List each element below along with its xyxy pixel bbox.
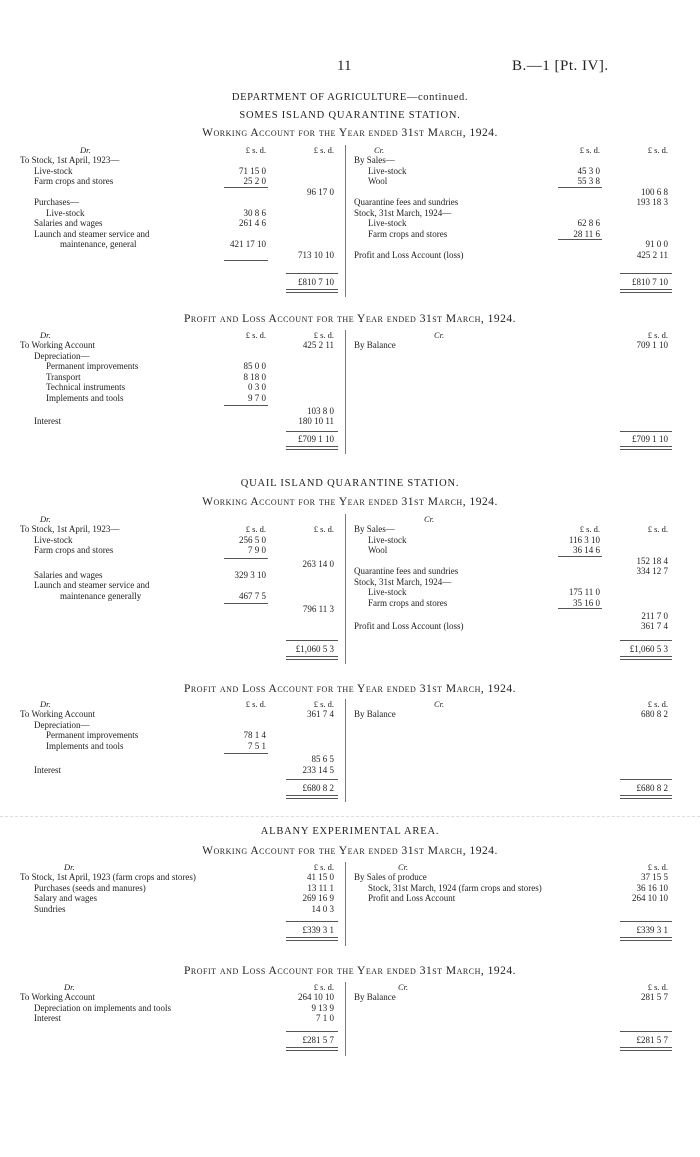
amount: 116 3 10 xyxy=(568,534,600,545)
entry-row xyxy=(354,208,680,219)
amount: 421 17 10 xyxy=(230,239,266,249)
double-rule xyxy=(286,446,338,450)
entry-row xyxy=(20,601,342,614)
amount: 713 10 10 xyxy=(298,249,334,260)
debit-total: £810 7 10 xyxy=(298,277,334,287)
col-header: £ s. d. xyxy=(245,330,266,340)
credit-total: £709 1 10 xyxy=(632,434,668,444)
amount: 8 18 0 xyxy=(243,371,266,382)
entry-row xyxy=(354,883,680,894)
somes-pl-title: Profit and Loss Account for the Year ended 31st March, 1924. xyxy=(184,313,516,325)
entry-row xyxy=(20,709,342,720)
debit-total: £281 5 7 xyxy=(302,1035,334,1045)
amount: 193 18 3 xyxy=(636,197,668,207)
entry-row xyxy=(20,1013,342,1024)
amount: 0 3 0 xyxy=(248,382,266,392)
account-divider xyxy=(345,145,346,297)
entry-row xyxy=(354,197,680,208)
entry-row xyxy=(354,992,680,1003)
entry-description: Transport xyxy=(46,371,81,382)
cr-label: Cr. xyxy=(398,862,409,872)
amount: 264 10 10 xyxy=(298,992,334,1002)
quail-pl-account xyxy=(0,699,700,804)
entry-row xyxy=(354,166,680,177)
entry-description: To Stock, 1st April, 1923 (farm crops and stores) xyxy=(20,872,196,882)
entry-row xyxy=(354,239,680,250)
entry-row xyxy=(20,1003,342,1014)
entry-row xyxy=(354,893,680,904)
amount: 329 3 10 xyxy=(234,569,266,580)
cr-label: Cr. xyxy=(424,514,435,524)
entry-description: Stock, 31st March, 1924— xyxy=(354,576,452,587)
entry-description: Profit and Loss Account (loss) xyxy=(354,621,464,631)
dr-label: Dr. xyxy=(64,862,75,872)
account-divider xyxy=(345,514,346,664)
entry-row xyxy=(354,598,680,609)
somes-working-account xyxy=(0,145,700,295)
entry-row xyxy=(20,176,342,187)
entry-description: To Working Account xyxy=(20,709,95,719)
entry-description: Purchases (seeds and manures) xyxy=(34,882,146,893)
double-rule xyxy=(620,446,672,450)
albany-working-title: Working Account for the Year ended 31st March, 1924. xyxy=(202,845,498,857)
total-rule xyxy=(620,921,672,922)
cr-label: Cr. xyxy=(374,145,385,155)
total-rule xyxy=(286,431,338,432)
entry-row xyxy=(20,403,342,416)
entry-description: Stock, 31st March, 1924— xyxy=(354,207,452,218)
entry-description: Purchases— xyxy=(34,197,79,207)
total-rule xyxy=(620,431,672,432)
entry-row xyxy=(354,535,680,546)
entry-row xyxy=(20,524,342,535)
amount: 425 2 11 xyxy=(302,340,334,350)
entry-row xyxy=(20,393,342,404)
entry-row xyxy=(20,883,342,894)
double-rule xyxy=(286,937,338,941)
albany-pl-title: Profit and Loss Account for the Year ended 31st March, 1924. xyxy=(184,965,516,977)
amount: 55 3 8 xyxy=(577,176,600,186)
col-header: £ s. d. xyxy=(313,330,334,340)
entry-description: Depreciation— xyxy=(34,350,90,361)
amount: 281 5 7 xyxy=(641,992,668,1002)
amount: 9 13 9 xyxy=(311,1002,334,1013)
amount: 796 11 3 xyxy=(302,604,334,614)
col-header: £ s. d. xyxy=(647,524,668,534)
entry-row xyxy=(20,720,342,731)
entry-row xyxy=(20,187,342,198)
subtotal-rule xyxy=(224,558,268,559)
total-rule xyxy=(286,921,338,922)
quail-pl-title: Profit and Loss Account for the Year ended 31st March, 1924. xyxy=(184,683,516,695)
entry-row xyxy=(354,250,680,261)
col-header: £ s. d. xyxy=(647,145,668,155)
entry-description: By Sales— xyxy=(354,524,395,534)
entry-row xyxy=(20,229,342,240)
double-rule xyxy=(620,289,672,293)
entry-row xyxy=(20,992,342,1003)
amount: 264 10 10 xyxy=(632,893,668,903)
amount: 334 12 7 xyxy=(636,566,668,576)
amount: 7 5 1 xyxy=(248,740,266,751)
entry-description: Launch and steamer service and xyxy=(34,580,150,590)
entry-row xyxy=(20,166,342,177)
cr-label: Cr. xyxy=(434,330,445,340)
albany-working-account xyxy=(0,862,700,947)
amount: 680 8 2 xyxy=(641,709,668,719)
entry-row xyxy=(20,382,342,393)
debit-total: £1,060 5 3 xyxy=(295,644,334,654)
entry-row xyxy=(20,340,342,351)
entry-description: Permanent improvements xyxy=(46,361,139,371)
entry-row xyxy=(354,187,680,198)
subtotal-rule xyxy=(224,260,268,261)
entry-row xyxy=(20,765,342,776)
dr-label: Dr. xyxy=(40,699,51,709)
double-rule xyxy=(620,795,672,799)
entry-row xyxy=(20,218,342,229)
entry-row xyxy=(354,218,680,229)
albany-area-title: ALBANY EXPERIMENTAL AREA. xyxy=(260,826,440,837)
entry-row xyxy=(354,872,680,883)
amount: 36 16 10 xyxy=(636,882,668,893)
amount: 13 11 1 xyxy=(307,882,334,893)
quail-station-title: QUAIL ISLAND QUARANTINE STATION. xyxy=(240,478,460,489)
dr-label: Dr. xyxy=(80,145,91,155)
debit-total: £709 1 10 xyxy=(298,434,334,444)
account-divider xyxy=(345,330,346,454)
entry-description: Farm crops and stores xyxy=(368,597,448,608)
cr-label: Cr. xyxy=(434,699,445,709)
cr-label: Cr. xyxy=(398,982,409,992)
col-header: £ s. d. xyxy=(313,982,334,992)
entry-description: Live-stock xyxy=(46,207,85,218)
col-header: £ s. d. xyxy=(313,699,334,709)
entry-description: By Sales of produce xyxy=(354,872,427,882)
col-header: £ s. d. xyxy=(245,145,266,155)
entry-description: Live-stock xyxy=(368,587,407,597)
entry-description: Launch and steamer service and xyxy=(34,228,150,239)
amount: 96 17 0 xyxy=(307,186,334,197)
entry-description: Interest xyxy=(34,416,61,426)
subtotal-rule xyxy=(224,753,268,754)
entry-row xyxy=(20,416,342,427)
entry-row xyxy=(20,556,342,570)
amount: 71 15 0 xyxy=(239,165,266,176)
entry-row xyxy=(354,709,680,720)
entry-description: Technical instruments xyxy=(46,382,126,392)
entry-description: Live-stock xyxy=(368,165,407,176)
amount: 62 8 6 xyxy=(577,218,600,228)
entry-description: Salaries and wages xyxy=(34,218,103,228)
entry-row xyxy=(20,580,342,591)
double-rule xyxy=(286,795,338,799)
col-header: £ s. d. xyxy=(313,145,334,155)
col-header: £ s. d. xyxy=(245,699,266,709)
entry-description: Sundries xyxy=(34,903,66,914)
amount: 41 15 0 xyxy=(307,872,334,882)
entry-description: By Balance xyxy=(354,340,396,350)
entry-description: Live-stock xyxy=(34,534,73,545)
subtotal-rule xyxy=(224,405,268,406)
subtotal-rule xyxy=(558,187,602,188)
entry-description: To Working Account xyxy=(20,340,95,350)
amount: 361 7 4 xyxy=(307,709,334,719)
entry-description: Live-stock xyxy=(368,534,407,545)
account-divider xyxy=(345,699,346,802)
quail-working-title: Working Account for the Year ended 31st March, 1924. xyxy=(202,496,498,508)
entry-row xyxy=(20,904,342,915)
amount: 7 9 0 xyxy=(248,545,266,555)
entry-row xyxy=(20,361,342,372)
amount: 14 0 3 xyxy=(311,903,334,914)
amount: 361 7 4 xyxy=(641,621,668,631)
entry-description: Quarantine fees and sundries xyxy=(354,197,459,207)
entry-description: Depreciation— xyxy=(34,719,90,730)
entry-description: Farm crops and stores xyxy=(34,545,114,555)
account-divider xyxy=(345,862,346,946)
entry-description: Farm crops and stores xyxy=(34,176,114,186)
entry-description: Permanent improvements xyxy=(46,730,139,740)
amount: 78 1 4 xyxy=(243,730,266,740)
amount: 256 5 0 xyxy=(239,534,266,545)
entry-row xyxy=(354,229,680,240)
total-rule xyxy=(286,273,338,274)
entry-description: Salaries and wages xyxy=(34,569,103,580)
entry-row xyxy=(20,751,342,765)
amount: 7 1 0 xyxy=(316,1013,334,1023)
entry-row xyxy=(20,591,342,602)
department-heading: DEPARTMENT OF AGRICULTURE—continued. xyxy=(231,92,469,103)
col-header: £ s. d. xyxy=(313,862,334,872)
credit-total: £281 5 7 xyxy=(636,1035,668,1045)
double-rule xyxy=(286,289,338,293)
entry-row xyxy=(354,577,680,588)
col-header: £ s. d. xyxy=(647,699,668,709)
total-rule xyxy=(620,779,672,780)
col-header: £ s. d. xyxy=(579,145,600,155)
amount: 152 18 4 xyxy=(636,555,668,566)
entry-row xyxy=(20,155,342,166)
amount: 425 2 11 xyxy=(636,249,668,260)
entry-row xyxy=(20,893,342,904)
credit-total: £339 3 1 xyxy=(636,925,668,935)
entry-description: By Balance xyxy=(354,709,396,719)
amount: 37 15 5 xyxy=(641,872,668,882)
entry-row xyxy=(354,155,680,166)
entry-description: maintenance, general xyxy=(60,239,137,249)
entry-description: To Stock, 1st April, 1923— xyxy=(20,155,120,165)
entry-row xyxy=(20,250,342,261)
amount: 175 11 0 xyxy=(568,587,600,597)
entry-row xyxy=(20,570,342,581)
entry-row xyxy=(354,621,680,632)
quail-working-account xyxy=(0,514,700,664)
total-rule xyxy=(286,1031,338,1032)
entry-description: Live-stock xyxy=(368,218,407,228)
albany-pl-account xyxy=(0,982,700,1057)
credit-total: £680 8 2 xyxy=(636,783,668,793)
dr-label: Dr. xyxy=(40,330,51,340)
entry-description: Implements and tools xyxy=(46,392,124,403)
entry-description: By Sales— xyxy=(354,155,395,165)
subtotal-rule xyxy=(558,239,602,240)
entry-description: Farm crops and stores xyxy=(368,228,448,239)
amount: 233 14 5 xyxy=(302,765,334,775)
total-rule xyxy=(286,640,338,641)
total-rule xyxy=(620,1031,672,1032)
double-rule xyxy=(620,937,672,941)
somes-pl-account xyxy=(0,330,700,455)
entry-row xyxy=(20,872,342,883)
amount: 261 4 6 xyxy=(239,218,266,228)
entry-description: Depreciation on implements and tools xyxy=(34,1002,171,1013)
entry-description: Wool xyxy=(368,176,388,186)
debit-total: £680 8 2 xyxy=(302,783,334,793)
entry-description: maintenance generally xyxy=(60,590,142,601)
amount: 211 7 0 xyxy=(641,611,668,621)
somes-station-title: SOMES ISLAND QUARANTINE STATION. xyxy=(239,110,461,121)
account-divider xyxy=(345,982,346,1056)
page-fold-line xyxy=(0,816,700,817)
entry-row xyxy=(20,535,342,546)
total-rule xyxy=(620,273,672,274)
entry-row xyxy=(20,208,342,219)
entry-row xyxy=(354,556,680,567)
entry-row xyxy=(20,372,342,383)
amount: 28 11 6 xyxy=(573,228,600,239)
amount: 25 2 0 xyxy=(243,176,266,186)
entry-row xyxy=(354,566,680,577)
amount: 467 7 5 xyxy=(239,590,266,601)
entry-row xyxy=(354,524,680,535)
entry-row xyxy=(354,608,680,621)
entry-description: Quarantine fees and sundries xyxy=(354,566,459,576)
col-header: £ s. d. xyxy=(647,982,668,992)
amount: 91 0 0 xyxy=(645,239,668,249)
entry-row xyxy=(354,587,680,598)
amount: 180 10 11 xyxy=(298,416,334,426)
entry-row xyxy=(20,351,342,362)
page-reference: B.—1 [Pt. IV]. xyxy=(512,58,609,74)
credit-total: £1,060 5 3 xyxy=(629,644,668,654)
credit-total: £810 7 10 xyxy=(632,277,668,287)
entry-row xyxy=(354,176,680,187)
amount: 263 14 0 xyxy=(302,558,334,569)
double-rule xyxy=(620,656,672,660)
entry-row xyxy=(20,545,342,556)
subtotal-rule xyxy=(558,556,602,557)
amount: 45 3 0 xyxy=(577,165,600,176)
entry-description: Stock, 31st March, 1924 (farm crops and stores) xyxy=(368,882,542,893)
dr-label: Dr. xyxy=(64,982,75,992)
double-rule xyxy=(286,1047,338,1051)
entry-description: Interest xyxy=(34,765,61,775)
entry-description: Live-stock xyxy=(34,165,73,176)
page-number: 11 xyxy=(337,58,352,74)
entry-row xyxy=(354,545,680,556)
entry-description: To Stock, 1st April, 1923— xyxy=(20,524,120,534)
dr-label: Dr. xyxy=(40,514,51,524)
amount: 269 16 9 xyxy=(302,893,334,903)
entry-description: Salary and wages xyxy=(34,893,97,903)
col-header: £ s. d. xyxy=(245,524,266,534)
somes-working-title: Working Account for the Year ended 31st March, 1924. xyxy=(202,127,498,139)
entry-description: To Working Account xyxy=(20,992,95,1002)
col-header: £ s. d. xyxy=(313,524,334,534)
subtotal-rule xyxy=(224,603,268,604)
entry-description: Profit and Loss Account xyxy=(368,893,456,903)
col-header: £ s. d. xyxy=(579,524,600,534)
amount: 103 8 0 xyxy=(307,406,334,416)
total-rule xyxy=(286,779,338,780)
entry-row xyxy=(20,239,342,250)
entry-description: Profit and Loss Account (loss) xyxy=(354,249,464,260)
amount: 9 7 0 xyxy=(248,392,266,403)
entry-description: Implements and tools xyxy=(46,740,124,751)
entry-description: By Balance xyxy=(354,992,396,1002)
amount: 100 6 8 xyxy=(641,186,668,197)
amount: 35 16 0 xyxy=(573,597,600,608)
amount: 30 8 6 xyxy=(243,207,266,218)
subtotal-rule xyxy=(558,608,602,609)
double-rule xyxy=(620,1047,672,1051)
col-header: £ s. d. xyxy=(647,330,668,340)
entry-row xyxy=(354,340,680,351)
double-rule xyxy=(286,656,338,660)
amount: 85 0 0 xyxy=(243,361,266,371)
debit-total: £339 3 1 xyxy=(302,925,334,935)
amount: 85 6 5 xyxy=(311,754,334,764)
amount: 36 14 6 xyxy=(573,545,600,555)
total-rule xyxy=(620,640,672,641)
col-header: £ s. d. xyxy=(647,862,668,872)
entry-row xyxy=(20,197,342,208)
entry-description: Interest xyxy=(34,1013,61,1023)
entry-description: Wool xyxy=(368,545,388,555)
subtotal-rule xyxy=(224,187,268,188)
entry-row xyxy=(20,741,342,752)
amount: 709 1 10 xyxy=(636,340,668,350)
entry-row xyxy=(20,730,342,741)
